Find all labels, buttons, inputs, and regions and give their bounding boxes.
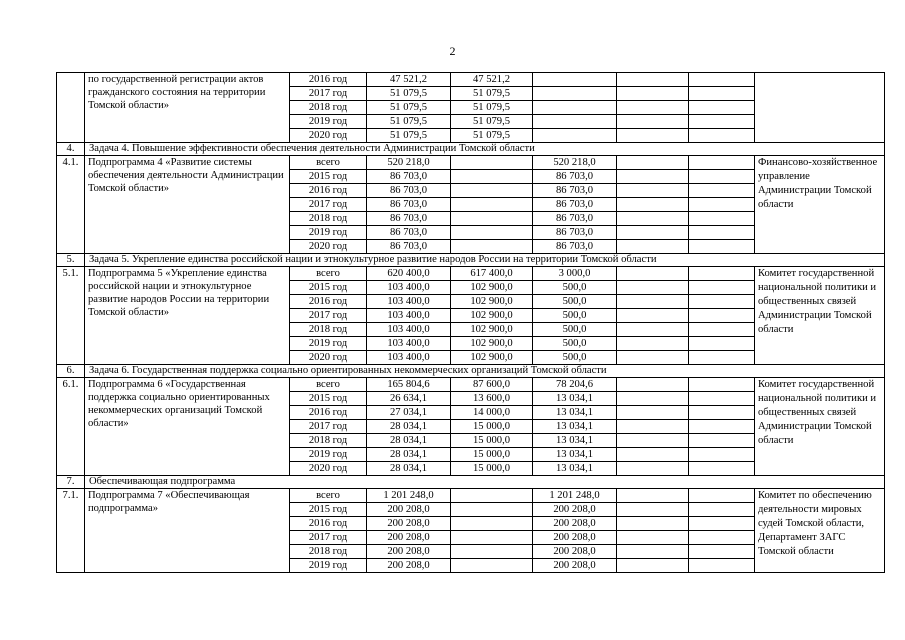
total-amount-cell: 520 218,0 (367, 156, 451, 170)
subprogram-name: Подпрограмма 7 «Обеспечивающая подпрограмма» (85, 489, 290, 573)
local-budget-cell (617, 392, 689, 406)
other-sources-cell (689, 462, 755, 476)
federal-budget-cell (451, 240, 533, 254)
period-cell: 2017 год (290, 198, 367, 212)
federal-budget-cell (451, 156, 533, 170)
local-budget-cell (617, 87, 689, 101)
total-amount-cell: 28 034,1 (367, 448, 451, 462)
other-sources-cell (689, 351, 755, 365)
table-row (57, 378, 885, 392)
other-sources-cell (689, 448, 755, 462)
regional-budget-cell: 13 034,1 (533, 434, 617, 448)
local-budget-cell (617, 115, 689, 129)
federal-budget-cell: 102 900,0 (451, 281, 533, 295)
federal-budget-cell (451, 226, 533, 240)
local-budget-cell (617, 489, 689, 503)
period-cell: 2016 год (290, 295, 367, 309)
regional-budget-cell: 200 208,0 (533, 559, 617, 573)
local-budget-cell (617, 73, 689, 87)
period-cell: 2016 год (290, 184, 367, 198)
task-number: 4. (57, 143, 85, 156)
task-title: Задача 5. Укрепление единства российской нации и этнокультурное развитие народов России на территории Томской области (85, 254, 885, 267)
budget-table-body (57, 73, 885, 573)
responsible-executor: Комитет по обеспечению деятельности мировых судей Томской области, Департамент ЗАГС Томской области (755, 489, 885, 573)
total-amount-cell: 103 400,0 (367, 295, 451, 309)
total-amount-cell: 51 079,5 (367, 129, 451, 143)
federal-budget-cell: 102 900,0 (451, 309, 533, 323)
local-budget-cell (617, 517, 689, 531)
period-cell: 2017 год (290, 531, 367, 545)
task-row (57, 254, 885, 267)
total-amount-cell: 103 400,0 (367, 337, 451, 351)
regional-budget-cell: 500,0 (533, 337, 617, 351)
other-sources-cell (689, 406, 755, 420)
federal-budget-cell: 13 600,0 (451, 392, 533, 406)
subprogram-name: Подпрограмма 6 «Государственная поддержка социально ориентированных некоммерческих организаций Томской области» (85, 378, 290, 476)
period-cell: 2019 год (290, 337, 367, 351)
other-sources-cell (689, 240, 755, 254)
federal-budget-cell: 47 521,2 (451, 73, 533, 87)
other-sources-cell (689, 295, 755, 309)
row-number (57, 73, 85, 143)
total-amount-cell: 103 400,0 (367, 351, 451, 365)
regional-budget-cell: 86 703,0 (533, 198, 617, 212)
period-cell: всего (290, 267, 367, 281)
federal-budget-cell (451, 503, 533, 517)
other-sources-cell (689, 129, 755, 143)
other-sources-cell (689, 87, 755, 101)
local-budget-cell (617, 240, 689, 254)
period-cell: всего (290, 489, 367, 503)
task-number: 6. (57, 365, 85, 378)
period-cell: 2020 год (290, 351, 367, 365)
federal-budget-cell (451, 170, 533, 184)
other-sources-cell (689, 281, 755, 295)
regional-budget-cell: 86 703,0 (533, 240, 617, 254)
total-amount-cell: 200 208,0 (367, 517, 451, 531)
regional-budget-cell: 200 208,0 (533, 545, 617, 559)
local-budget-cell (617, 101, 689, 115)
federal-budget-cell: 617 400,0 (451, 267, 533, 281)
period-cell: 2020 год (290, 240, 367, 254)
regional-budget-cell (533, 129, 617, 143)
period-cell: 2019 год (290, 226, 367, 240)
other-sources-cell (689, 434, 755, 448)
local-budget-cell (617, 170, 689, 184)
period-cell: 2019 год (290, 559, 367, 573)
federal-budget-cell: 51 079,5 (451, 101, 533, 115)
local-budget-cell (617, 198, 689, 212)
local-budget-cell (617, 434, 689, 448)
table-row (57, 156, 885, 170)
other-sources-cell (689, 212, 755, 226)
total-amount-cell: 27 034,1 (367, 406, 451, 420)
period-cell: 2015 год (290, 281, 367, 295)
other-sources-cell (689, 73, 755, 87)
other-sources-cell (689, 101, 755, 115)
total-amount-cell: 1 201 248,0 (367, 489, 451, 503)
local-budget-cell (617, 378, 689, 392)
other-sources-cell (689, 559, 755, 573)
regional-budget-cell: 500,0 (533, 323, 617, 337)
row-number: 6.1. (57, 378, 85, 476)
total-amount-cell: 86 703,0 (367, 170, 451, 184)
period-cell: всего (290, 378, 367, 392)
local-budget-cell (617, 281, 689, 295)
page-number: 2 (449, 44, 456, 58)
regional-budget-cell: 1 201 248,0 (533, 489, 617, 503)
local-budget-cell (617, 545, 689, 559)
local-budget-cell (617, 462, 689, 476)
federal-budget-cell: 102 900,0 (451, 323, 533, 337)
other-sources-cell (689, 309, 755, 323)
period-cell: 2015 год (290, 392, 367, 406)
regional-budget-cell: 500,0 (533, 351, 617, 365)
regional-budget-cell: 13 034,1 (533, 462, 617, 476)
federal-budget-cell (451, 517, 533, 531)
total-amount-cell: 200 208,0 (367, 545, 451, 559)
period-cell: 2015 год (290, 503, 367, 517)
local-budget-cell (617, 323, 689, 337)
total-amount-cell: 26 634,1 (367, 392, 451, 406)
total-amount-cell: 200 208,0 (367, 503, 451, 517)
total-amount-cell: 200 208,0 (367, 559, 451, 573)
local-budget-cell (617, 156, 689, 170)
total-amount-cell: 47 521,2 (367, 73, 451, 87)
local-budget-cell (617, 351, 689, 365)
period-cell: 2019 год (290, 448, 367, 462)
total-amount-cell: 200 208,0 (367, 531, 451, 545)
federal-budget-cell (451, 559, 533, 573)
regional-budget-cell: 200 208,0 (533, 531, 617, 545)
task-row (57, 143, 885, 156)
responsible-executor: Комитет государственной национальной политики и общественных связей Администрации Томской области (755, 378, 885, 476)
responsible-executor: Комитет государственной национальной политики и общественных связей Администрации Томской области (755, 267, 885, 365)
responsible-executor (755, 73, 885, 143)
local-budget-cell (617, 184, 689, 198)
period-cell: 2015 год (290, 170, 367, 184)
other-sources-cell (689, 226, 755, 240)
local-budget-cell (617, 531, 689, 545)
local-budget-cell (617, 503, 689, 517)
regional-budget-cell: 13 034,1 (533, 392, 617, 406)
other-sources-cell (689, 517, 755, 531)
total-amount-cell: 86 703,0 (367, 212, 451, 226)
federal-budget-cell: 14 000,0 (451, 406, 533, 420)
other-sources-cell (689, 323, 755, 337)
total-amount-cell: 165 804,6 (367, 378, 451, 392)
regional-budget-cell: 200 208,0 (533, 503, 617, 517)
row-number: 5.1. (57, 267, 85, 365)
local-budget-cell (617, 448, 689, 462)
period-cell: 2018 год (290, 545, 367, 559)
subprogram-name: Подпрограмма 4 «Развитие системы обеспечения деятельности Администрации Томской области» (85, 156, 290, 254)
total-amount-cell: 28 034,1 (367, 434, 451, 448)
regional-budget-cell: 86 703,0 (533, 212, 617, 226)
regional-budget-cell: 500,0 (533, 281, 617, 295)
regional-budget-cell (533, 115, 617, 129)
local-budget-cell (617, 406, 689, 420)
other-sources-cell (689, 420, 755, 434)
regional-budget-cell: 200 208,0 (533, 517, 617, 531)
period-cell: 2018 год (290, 212, 367, 226)
task-title: Задача 4. Повышение эффективности обеспечения деятельности Администрации Томской области (85, 143, 885, 156)
task-title: Обеспечивающая подпрограмма (85, 476, 885, 489)
total-amount-cell: 103 400,0 (367, 309, 451, 323)
period-cell: 2016 год (290, 517, 367, 531)
regional-budget-cell: 3 000,0 (533, 267, 617, 281)
period-cell: 2020 год (290, 129, 367, 143)
local-budget-cell (617, 295, 689, 309)
federal-budget-cell: 102 900,0 (451, 351, 533, 365)
total-amount-cell: 86 703,0 (367, 198, 451, 212)
regional-budget-cell: 78 204,6 (533, 378, 617, 392)
local-budget-cell (617, 129, 689, 143)
row-number: 7.1. (57, 489, 85, 573)
regional-budget-cell: 86 703,0 (533, 226, 617, 240)
other-sources-cell (689, 184, 755, 198)
local-budget-cell (617, 420, 689, 434)
local-budget-cell (617, 559, 689, 573)
federal-budget-cell: 102 900,0 (451, 337, 533, 351)
task-row (57, 476, 885, 489)
regional-budget-cell (533, 101, 617, 115)
federal-budget-cell (451, 184, 533, 198)
other-sources-cell (689, 503, 755, 517)
federal-budget-cell: 15 000,0 (451, 434, 533, 448)
other-sources-cell (689, 378, 755, 392)
other-sources-cell (689, 170, 755, 184)
total-amount-cell: 51 079,5 (367, 101, 451, 115)
total-amount-cell: 28 034,1 (367, 420, 451, 434)
federal-budget-cell (451, 545, 533, 559)
other-sources-cell (689, 115, 755, 129)
federal-budget-cell: 102 900,0 (451, 295, 533, 309)
subprogram-name: по государственной регистрации актов гражданского состояния на территории Томской области» (85, 73, 290, 143)
local-budget-cell (617, 212, 689, 226)
regional-budget-cell (533, 73, 617, 87)
regional-budget-cell: 500,0 (533, 295, 617, 309)
task-title: Задача 6. Государственная поддержка социально ориентированных некоммерческих организаций Томской области (85, 365, 885, 378)
federal-budget-cell: 51 079,5 (451, 129, 533, 143)
period-cell: 2017 год (290, 309, 367, 323)
total-amount-cell: 51 079,5 (367, 115, 451, 129)
federal-budget-cell: 15 000,0 (451, 448, 533, 462)
regional-budget-cell: 86 703,0 (533, 184, 617, 198)
period-cell: всего (290, 156, 367, 170)
period-cell: 2016 год (290, 406, 367, 420)
table-row (57, 267, 885, 281)
period-cell: 2016 год (290, 73, 367, 87)
regional-budget-cell: 500,0 (533, 309, 617, 323)
total-amount-cell: 620 400,0 (367, 267, 451, 281)
regional-budget-cell: 13 034,1 (533, 448, 617, 462)
federal-budget-cell: 15 000,0 (451, 462, 533, 476)
task-row (57, 365, 885, 378)
period-cell: 2019 год (290, 115, 367, 129)
task-number: 7. (57, 476, 85, 489)
total-amount-cell: 86 703,0 (367, 240, 451, 254)
local-budget-cell (617, 309, 689, 323)
regional-budget-cell (533, 87, 617, 101)
other-sources-cell (689, 337, 755, 351)
other-sources-cell (689, 531, 755, 545)
federal-budget-cell: 15 000,0 (451, 420, 533, 434)
other-sources-cell (689, 489, 755, 503)
federal-budget-cell: 51 079,5 (451, 115, 533, 129)
total-amount-cell: 51 079,5 (367, 87, 451, 101)
responsible-executor: Финансово-хозяйственное управление Администрации Томской области (755, 156, 885, 254)
federal-budget-cell (451, 198, 533, 212)
budget-table (56, 72, 885, 573)
total-amount-cell: 103 400,0 (367, 281, 451, 295)
total-amount-cell: 103 400,0 (367, 323, 451, 337)
federal-budget-cell: 51 079,5 (451, 87, 533, 101)
local-budget-cell (617, 267, 689, 281)
period-cell: 2017 год (290, 420, 367, 434)
other-sources-cell (689, 392, 755, 406)
task-number: 5. (57, 254, 85, 267)
period-cell: 2018 год (290, 434, 367, 448)
local-budget-cell (617, 337, 689, 351)
local-budget-cell (617, 226, 689, 240)
total-amount-cell: 86 703,0 (367, 226, 451, 240)
other-sources-cell (689, 156, 755, 170)
table-row (57, 73, 885, 87)
regional-budget-cell: 13 034,1 (533, 420, 617, 434)
period-cell: 2017 год (290, 87, 367, 101)
row-number: 4.1. (57, 156, 85, 254)
total-amount-cell: 86 703,0 (367, 184, 451, 198)
period-cell: 2020 год (290, 462, 367, 476)
federal-budget-cell (451, 489, 533, 503)
period-cell: 2018 год (290, 323, 367, 337)
regional-budget-cell: 13 034,1 (533, 406, 617, 420)
federal-budget-cell (451, 212, 533, 226)
other-sources-cell (689, 267, 755, 281)
total-amount-cell: 28 034,1 (367, 462, 451, 476)
federal-budget-cell (451, 531, 533, 545)
regional-budget-cell: 86 703,0 (533, 170, 617, 184)
other-sources-cell (689, 545, 755, 559)
regional-budget-cell: 520 218,0 (533, 156, 617, 170)
period-cell: 2018 год (290, 101, 367, 115)
federal-budget-cell: 87 600,0 (451, 378, 533, 392)
other-sources-cell (689, 198, 755, 212)
subprogram-name: Подпрограмма 5 «Укрепление единства российской нации и этнокультурное развитие народов России на территории Томской области» (85, 267, 290, 365)
table-row (57, 489, 885, 503)
